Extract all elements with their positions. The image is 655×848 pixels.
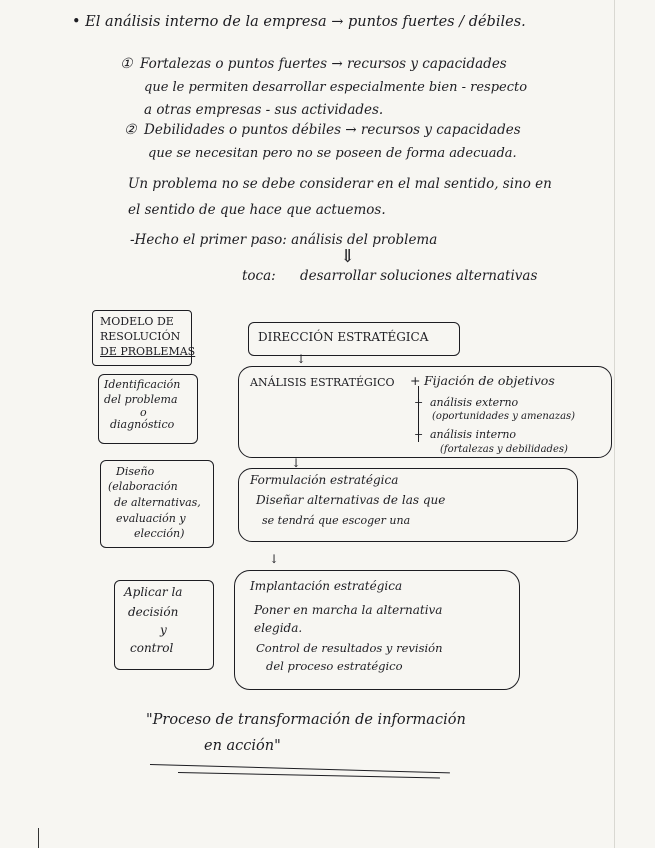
branch-interno-sub: (fortalezas y debilidades) — [440, 444, 568, 455]
problema-line-1: Un problema no se debe considerar en el mal sentido, sino en — [128, 176, 552, 192]
branch-line — [418, 386, 419, 442]
item-marker-2: ② — [124, 122, 137, 138]
diseno-line-4: evaluación y — [116, 512, 186, 525]
model-title-line-1: MODELO DE — [100, 315, 174, 328]
arrow-down-3: ↓ — [269, 552, 280, 566]
fortalezas-line-3: a otras empresas - sus actividades. — [144, 102, 384, 118]
implantacion-line-2: elegida. — [254, 621, 303, 635]
implantacion-line-1: Poner en marcha la alternativa — [254, 603, 443, 617]
page-corner-mark — [38, 828, 39, 848]
debilidades-line-1: Debilidades o puntos débiles → recursos y capacidades — [144, 122, 521, 138]
diseno-line-2: (elaboración — [108, 480, 178, 493]
toca-text: desarrollar soluciones alternativas — [300, 268, 538, 284]
branch-externo: análisis externo — [430, 396, 519, 409]
debilidades-line-2: que se necesitan pero no se poseen de forma adecuada. — [148, 146, 517, 161]
heading-line: • El análisis interno de la empresa → puntos fuertes / débiles. — [72, 14, 526, 30]
arrow-down-1: ↓ — [296, 352, 307, 366]
aplicar-line-2: decisión — [128, 605, 179, 619]
fortalezas-line-1: Fortalezas o puntos fuertes → recursos y capacidades — [140, 56, 507, 72]
aplicar-line-4: control — [130, 641, 174, 655]
identificacion-line-2: del problema — [104, 393, 178, 406]
toca-label: toca: — [242, 268, 276, 284]
diseno-line-1: Diseño — [116, 465, 155, 478]
hecho-line: -Hecho el primer paso: análisis del problema — [130, 232, 438, 248]
aplicar-line-1: Aplicar la — [124, 585, 183, 599]
branch-plus-3: + — [414, 428, 424, 441]
fortalezas-line-2: que le permiten desarrollar especialmente bien - respecto — [144, 80, 528, 95]
diseno-line-3: de alternativas, — [114, 496, 201, 509]
identificacion-line-1: Identificación — [104, 378, 181, 391]
page-edge-line — [614, 0, 615, 848]
identificacion-line-4: diagnóstico — [110, 418, 175, 431]
identificacion-line-3: o — [140, 406, 147, 419]
diseno-line-5: elección) — [134, 527, 185, 540]
arrow-down-2: ↓ — [291, 456, 302, 470]
quote-line-1: "Proceso de transformación de información — [146, 712, 466, 728]
implantacion-title: Implantación estratégica — [250, 579, 403, 593]
branch-interno: análisis interno — [430, 428, 517, 441]
item-marker-1: ① — [120, 56, 133, 72]
double-down-arrow: ⇓ — [340, 246, 356, 267]
branch-plus-2: + — [414, 396, 424, 409]
branch-plus-1: + — [410, 373, 421, 388]
branch-externo-sub: (oportunidades y amenazas) — [432, 411, 576, 422]
quote-line-2: en acción" — [204, 738, 281, 754]
problema-line-2: el sentido de que hace que actuemos. — [128, 202, 386, 218]
formulacion-title: Formulación estratégica — [250, 473, 399, 487]
model-title-line-2: RESOLUCIÓN — [100, 330, 181, 343]
direccion-title: DIRECCIÓN ESTRATÉGICA — [258, 330, 429, 344]
formulacion-line-2: se tendrá que escoger una — [262, 514, 411, 527]
model-title-line-3: DE PROBLEMAS — [100, 345, 196, 358]
analisis-title: ANÁLISIS ESTRATÉGICO — [250, 376, 395, 389]
implantacion-line-4: del proceso estratégico — [266, 659, 403, 673]
underline-2 — [178, 772, 440, 778]
branch-objetivos: Fijación de objetivos — [424, 373, 555, 388]
formulacion-line-1: Diseñar alternativas de las que — [256, 493, 446, 507]
aplicar-line-3: y — [160, 623, 167, 637]
implantacion-line-3: Control de resultados y revisión — [256, 641, 443, 655]
